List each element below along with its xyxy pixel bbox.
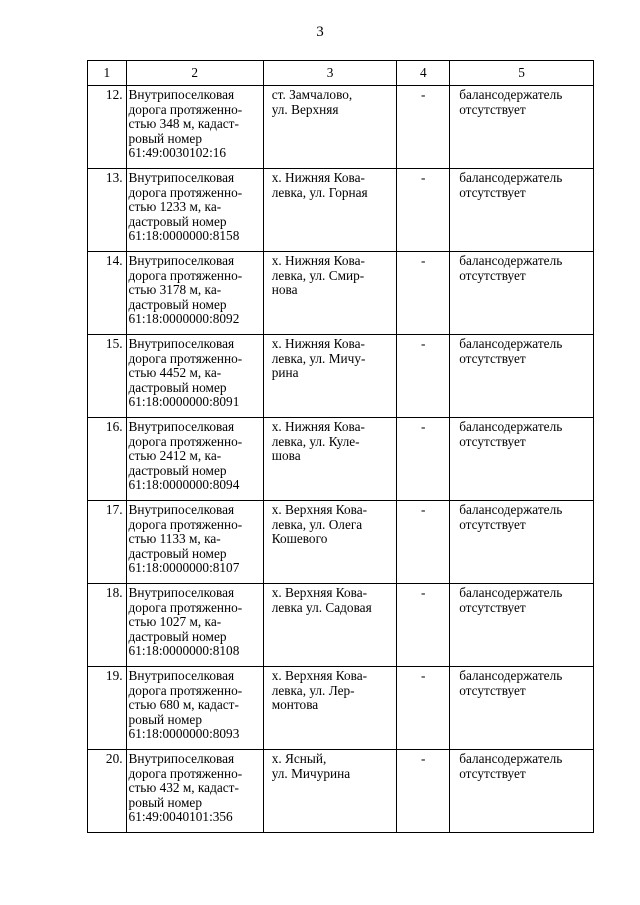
column-4-value: - — [397, 169, 450, 252]
header-col-5: 5 — [450, 61, 594, 86]
road-description-line: дорога протяженно- — [128, 101, 243, 117]
road-description — [126, 584, 263, 667]
road-address — [263, 584, 397, 667]
holder-status — [450, 335, 594, 418]
road-address-line: левка, ул. Мичу- — [271, 350, 366, 366]
road-description-line: дорога протяженно- — [128, 765, 243, 781]
header-col-1: 1 — [88, 61, 127, 86]
table-row — [88, 169, 594, 252]
road-address — [263, 252, 397, 335]
road-description-line: 61:49:0040101:356 — [128, 809, 233, 824]
column-4-value: - — [397, 252, 450, 335]
road-address-line: левка, ул. Лер- — [271, 682, 355, 698]
road-description-line: дорога протяженно- — [128, 682, 243, 698]
road-address-line: х. Нижняя Кова- — [271, 170, 365, 185]
road-address-line: левка, ул. Горная — [271, 184, 368, 200]
holder-status-line: балансодержатель — [459, 87, 563, 102]
road-description-line: стью 680 м, кадаст- — [128, 697, 239, 712]
holder-status-line: балансодержатель — [459, 253, 563, 268]
road-address-line: монтова — [271, 697, 319, 712]
road-description-line: стью 3178 м, ка- — [128, 282, 222, 297]
holder-status-line: балансодержатель — [459, 751, 563, 766]
road-description-line: Внутрипоселковая — [128, 502, 235, 517]
road-description-line: дорога протяженно- — [128, 184, 243, 200]
road-description — [126, 252, 263, 335]
holder-status — [450, 501, 594, 584]
holder-status-line: балансодержатель — [459, 419, 563, 434]
road-address-line: х. Нижняя Кова- — [271, 336, 365, 351]
road-description-line: 61:18:0000000:8094 — [128, 477, 240, 492]
road-description-line: 61:18:0000000:8091 — [128, 394, 240, 409]
road-description-line: Внутрипоселковая — [128, 253, 235, 268]
road-description — [126, 86, 263, 169]
road-address — [263, 667, 397, 750]
road-description-line: 61:18:0000000:8092 — [128, 311, 240, 326]
road-description-line: Внутрипоселковая — [128, 585, 235, 600]
column-4-value: - — [397, 667, 450, 750]
road-description-line: стью 1027 м, ка- — [128, 614, 222, 629]
road-description-line: 61:18:0000000:8093 — [128, 726, 240, 741]
road-description — [126, 750, 263, 833]
road-address — [263, 750, 397, 833]
road-description-line: 61:18:0000000:8107 — [128, 560, 240, 575]
table-header-row — [88, 61, 594, 86]
road-description-line: 61:49:0030102:16 — [128, 145, 227, 160]
road-address-line: х. Ясный, — [271, 751, 327, 766]
table-row — [88, 252, 594, 335]
road-description-line: дастровый номер — [128, 462, 227, 478]
road-description-line: стью 4452 м, ка- — [128, 365, 222, 380]
holder-status-line: отсутствует — [459, 433, 526, 449]
road-address — [263, 335, 397, 418]
road-description-line: дастровый номер — [128, 296, 227, 312]
road-address-line: рина — [271, 365, 299, 380]
holder-status-line: балансодержатель — [459, 336, 563, 351]
holder-status-line: отсутствует — [459, 765, 526, 781]
column-4-value: - — [397, 501, 450, 584]
road-description-line: дорога протяженно- — [128, 516, 243, 532]
road-address-line: нова — [271, 282, 298, 297]
road-description-line: стью 1133 м, ка- — [128, 531, 221, 546]
holder-status — [450, 252, 594, 335]
table-row — [88, 335, 594, 418]
road-description-line: Внутрипоселковая — [128, 170, 235, 185]
road-description-line: 61:18:0000000:8108 — [128, 643, 240, 658]
road-description-line: дастровый номер — [128, 545, 227, 561]
column-4-value: - — [397, 584, 450, 667]
road-description-line: дастровый номер — [128, 628, 227, 644]
table-row — [88, 584, 594, 667]
road-address-line: левка, ул. Смир- — [271, 267, 365, 283]
road-address-line: х. Нижняя Кова- — [271, 419, 365, 434]
column-4-value: - — [397, 418, 450, 501]
road-description-line: Внутрипоселковая — [128, 336, 235, 351]
road-address-line: ст. Замчалово, — [271, 87, 353, 102]
row-number: 19. — [88, 667, 127, 750]
holder-status-line: отсутствует — [459, 516, 526, 532]
holder-status-line: отсутствует — [459, 599, 526, 615]
row-number: 16. — [88, 418, 127, 501]
row-number: 15. — [88, 335, 127, 418]
holder-status — [450, 418, 594, 501]
road-address-line: ул. Верхняя — [271, 101, 339, 117]
page-number: 3 — [316, 24, 324, 40]
road-description-line: Внутрипоселковая — [128, 419, 235, 434]
holder-status-line: отсутствует — [459, 184, 526, 200]
road-address — [263, 86, 397, 169]
road-description-line: стью 1233 м, ка- — [128, 199, 222, 214]
road-description-line: дорога протяженно- — [128, 350, 243, 366]
row-number: 18. — [88, 584, 127, 667]
row-number: 20. — [88, 750, 127, 833]
road-address — [263, 169, 397, 252]
holder-status-line: отсутствует — [459, 350, 526, 366]
row-number: 14. — [88, 252, 127, 335]
road-address-line: Кошевого — [271, 531, 328, 546]
road-address-line: левка, ул. Куле- — [271, 433, 360, 449]
header-col-2: 2 — [126, 61, 263, 86]
road-description-line: ровый номер — [128, 130, 202, 146]
road-address-line: х. Нижняя Кова- — [271, 253, 365, 268]
table-row — [88, 86, 594, 169]
road-address-line: х. Верхняя Кова- — [271, 502, 368, 517]
road-description-line: дорога протяженно- — [128, 267, 243, 283]
road-description-line: ровый номер — [128, 711, 202, 727]
roads-table — [87, 60, 594, 833]
column-4-value: - — [397, 750, 450, 833]
table-row — [88, 750, 594, 833]
road-address-line: левка, ул. Олега — [271, 516, 363, 532]
column-4-value: - — [397, 335, 450, 418]
holder-status — [450, 169, 594, 252]
road-description-line: стью 432 м, кадаст- — [128, 780, 239, 795]
road-description-line: дорога протяженно- — [128, 599, 243, 615]
road-description — [126, 667, 263, 750]
road-description-line: дастровый номер — [128, 379, 227, 395]
row-number: 13. — [88, 169, 127, 252]
road-address-line: х. Верхняя Кова- — [271, 585, 368, 600]
table-row — [88, 418, 594, 501]
table-row — [88, 667, 594, 750]
road-description-line: Внутрипоселковая — [128, 668, 235, 683]
road-description-line: дорога протяженно- — [128, 433, 243, 449]
road-description-line: ровый номер — [128, 794, 202, 810]
row-number: 17. — [88, 501, 127, 584]
holder-status-line: балансодержатель — [459, 585, 563, 600]
holder-status — [450, 86, 594, 169]
road-description — [126, 418, 263, 501]
row-number: 12. — [88, 86, 127, 169]
road-description-line: Внутрипоселковая — [128, 751, 235, 766]
road-description-line: Внутрипоселковая — [128, 87, 235, 102]
road-address-line: левка ул. Садовая — [271, 599, 372, 615]
holder-status-line: отсутствует — [459, 682, 526, 698]
road-description-line: стью 348 м, кадаст- — [128, 116, 239, 131]
road-description — [126, 169, 263, 252]
road-description-line: дастровый номер — [128, 213, 227, 229]
holder-status-line: отсутствует — [459, 267, 526, 283]
holder-status — [450, 750, 594, 833]
holder-status — [450, 667, 594, 750]
holder-status-line: балансодержатель — [459, 668, 563, 683]
road-address — [263, 418, 397, 501]
holder-status-line: балансодержатель — [459, 170, 563, 185]
table-row — [88, 501, 594, 584]
road-address-line: х. Верхняя Кова- — [271, 668, 368, 683]
road-address — [263, 501, 397, 584]
road-description — [126, 335, 263, 418]
road-description-line: стью 2412 м, ка- — [128, 448, 222, 463]
column-4-value: - — [397, 86, 450, 169]
road-address-line: ул. Мичурина — [271, 765, 351, 781]
road-description — [126, 501, 263, 584]
road-description-line: 61:18:0000000:8158 — [128, 228, 240, 243]
holder-status-line: отсутствует — [459, 101, 526, 117]
header-col-3: 3 — [263, 61, 397, 86]
road-address-line: шова — [271, 448, 301, 463]
holder-status — [450, 584, 594, 667]
holder-status-line: балансодержатель — [459, 502, 563, 517]
header-col-4: 4 — [397, 61, 450, 86]
